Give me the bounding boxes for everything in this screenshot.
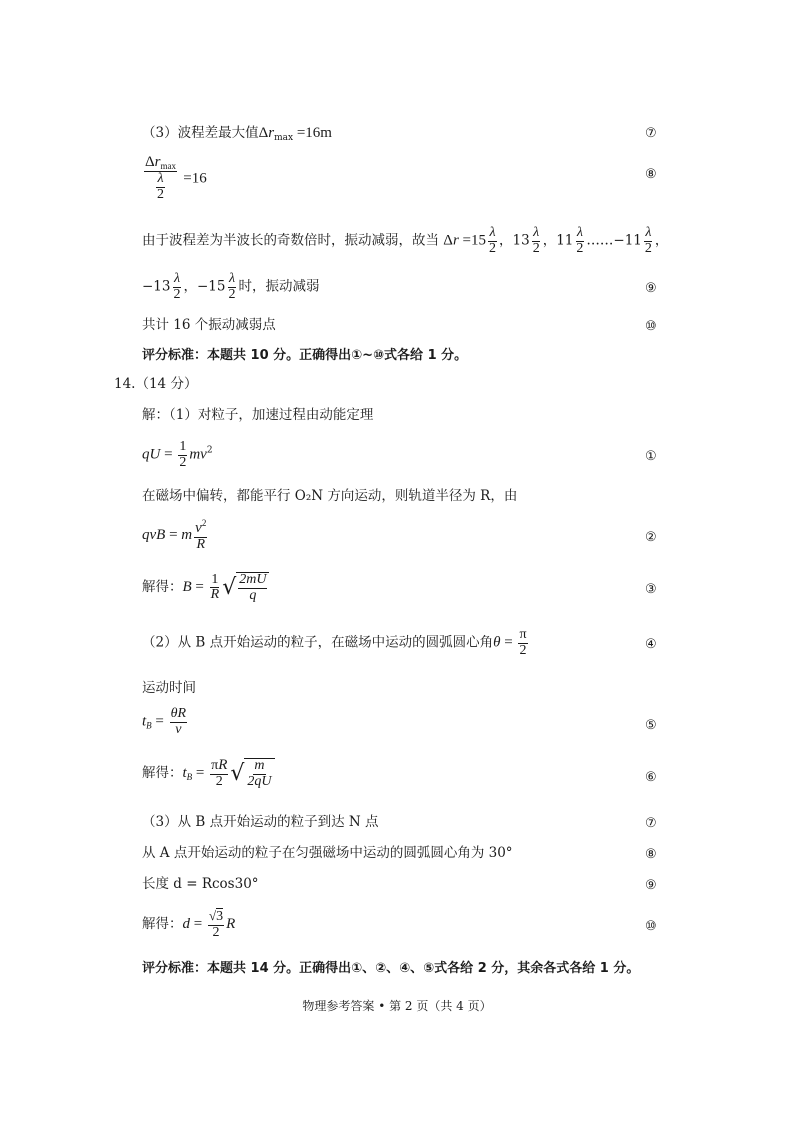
text-solution-1: 解：（1）对粒子，加速过程由动能定理 [142, 407, 374, 423]
text-length: 长度 d = Rcos30° [142, 876, 259, 892]
eq-number: ② [645, 530, 657, 545]
eq-number: ⑩ [645, 319, 657, 334]
text-condition: 由于波程差为半波长的奇数倍时，振动减弱，故当 Δr =15 $\frac{\lambda}{2}$ ，13 $\frac{\lambda}{2}$ ，11 $\frac{\lambda}{2}$ ……−11 $\frac{\lambda}{2}$ ， [142, 225, 669, 256]
formula-negative: −13 $\frac{\lambda}{2}$ ，−15 $\frac{\lambda}{2}$ 时，振动减弱 [142, 271, 320, 302]
text-count: 共计 16 个振动减弱点 [142, 317, 276, 333]
scoring-standard: 评分标准：本题共 14 分。正确得出①、②、④、⑤式各给 2 分，其余各式各给 1 分。 [142, 961, 640, 976]
text-deflection: 在磁场中偏转，都能平行 O₂N 方向运动，则轨道半径为 R，由 [142, 488, 518, 504]
line-prefix: 解得： [142, 764, 183, 781]
formula-3: 解得：B = $\frac{1}{R}$ √ $\frac{2mU}{q}$ [142, 572, 269, 603]
eq-number: ④ [645, 637, 657, 652]
formula-4: （2）从 B 点开始运动的粒子，在磁场中运动的圆弧圆心角θ = $\frac{\pi}{2}$ [142, 627, 527, 658]
text-angle: 从 A 点开始运动的粒子在匀强磁场中运动的圆弧圆心角为 30° [142, 845, 513, 861]
eq-number: ① [645, 449, 657, 464]
eq-number: ⑤ [645, 718, 657, 733]
question-header: 14.（14 分） [114, 376, 198, 392]
page-footer: 物理参考答案 • 第 2 页（共 4 页） [302, 999, 492, 1013]
eq-number: ⑥ [645, 770, 657, 785]
line-text: 由于波程差为半波长的奇数倍时，振动减弱，故当 [142, 232, 439, 249]
formula-1: qU = $\frac{1}{2}$ $mv^2$ [142, 439, 213, 470]
eq-number: ③ [645, 582, 657, 597]
scoring-standard: 评分标准：本题共 10 分。正确得出①~⑩式各给 1 分。 [142, 348, 468, 363]
text-time: 运动时间 [142, 680, 196, 696]
eq-number: ⑩ [645, 919, 657, 934]
eq-number: ⑧ [645, 167, 657, 182]
line-prefix: 解得： [142, 578, 183, 595]
line-prefix: （3）波程差最大值 [142, 125, 259, 141]
formula-6: 解得：$t_B$ = $\frac{\pi R}{2}$ √ $\frac{m}{2qU}$ [142, 758, 275, 789]
line-wave-path-max: （3）波程差最大值$\Delta r_{max} =16m$ [142, 125, 332, 143]
formula-2: qvB = m $\frac{v^2}{R}$ [142, 518, 207, 552]
formula-5: $t_B$ = $\frac{\theta R}{v}$ [142, 706, 187, 737]
eq-number: ⑦ [645, 126, 657, 141]
eq-number: ⑨ [645, 281, 657, 296]
eq-number: ⑧ [645, 847, 657, 862]
formula-10: 解得：d = $\frac{√3}{2}$ R [142, 908, 236, 940]
line-prefix: 解得： [142, 915, 183, 932]
formula-ratio: $\frac{\Delta r_{max}}{\frac{\lambda}{2}}$ =16 [145, 154, 207, 203]
text-part3: （3）从 B 点开始运动的粒子到达 N 点 [142, 814, 379, 830]
line-prefix: （2）从 B 点开始运动的粒子，在磁场中运动的圆弧圆心角 [142, 634, 494, 651]
eq-number: ⑨ [645, 878, 657, 893]
eq-number: ⑦ [645, 816, 657, 831]
